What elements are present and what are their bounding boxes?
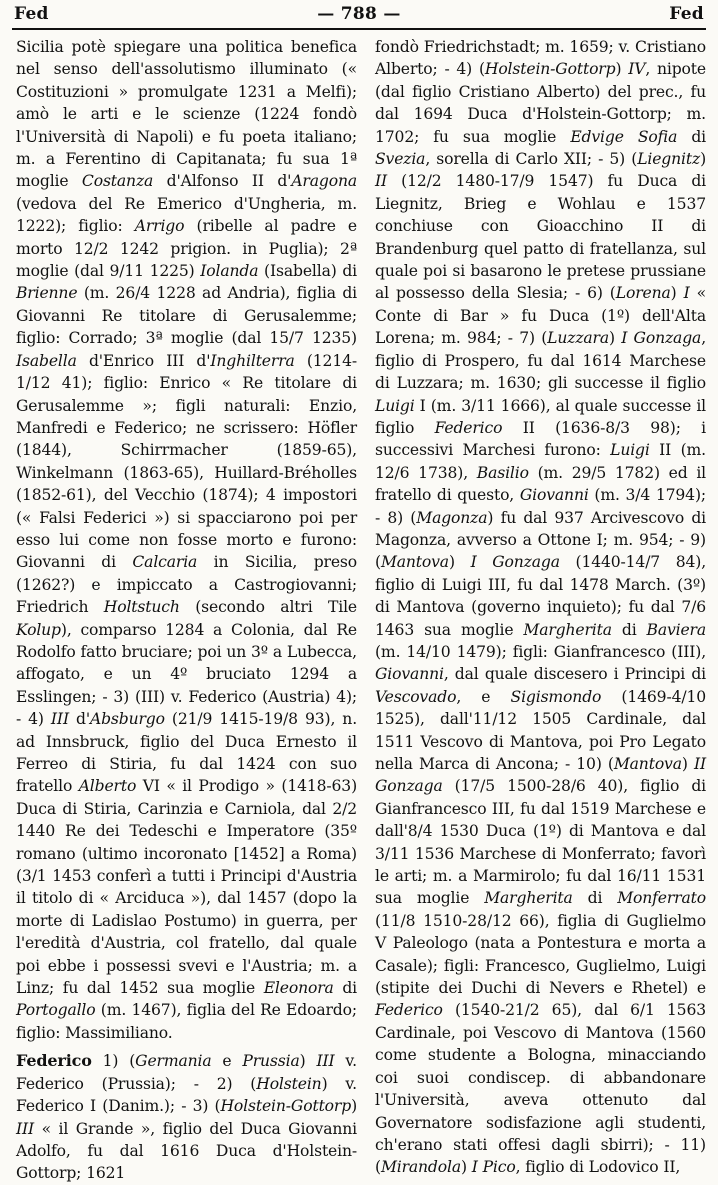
- page-number: — 788 —: [317, 4, 401, 24]
- header-rule: [12, 28, 706, 30]
- right-column: [375, 36, 707, 1177]
- text-columns: [16, 36, 707, 1183]
- right-paragraph: fondò Friedrichstadt; m. 1659; v. Cristiano Alberto; - 4) (Holstein-Gottorp) IV, nipote (dal figlio Cristiano Alberto) del prec., fu dal 1694 Duca d'Holstein-Gottorp; m. 1702; fu sua moglie Edvige Sofia di Svezia, sorella di Carlo XII; - 5) (Liegnitz) II (12/2 1480-17/9 1547) fu Duca di Liegnitz, Brieg e Wohlau e 1537 conchiuse con Gioacchino II di Brandenburg quel patto di fratellanza, sul quale poi si basarono le pretese prussiane al possesso della Slesia; - 6) (Lorena) I « Conte di Bar » fu Duca (1º) dell'Alta Lorena; m. 984; - 7) (Luzzara) I Gonzaga, figlio di Prospero, fu dal 1614 Marchese di Luzzara; m. 1630; gli successe il figlio Luigi I (m. 3/11 1666), al quale successe il figlio Federico II (1636-8/3 98); i successivi Marchesi furono: Luigi II (m. 12/6 1738), Basilio (m. 29/5 1782) ed il fratello di questo, Giovanni (m. 3/4 1794); - 8) (Magonza) fu dal 937 Arcivescovo di Magonza, avverso a Ottone I; m. 954; - 9) (Mantova) I Gonzaga (1440-14/7 84), figlio di Luigi III, fu dal 1478 March. (3º) di Mantova (governo inquieto); fu dal 7/6 1463 sua moglie Margherita di Baviera (m. 14/10 1479); figli: Gianfrancesco (III), Giovanni, dal quale discesero i Principi di Vescovado, e Sigismondo (1469-4/10 1525), dall'11/12 1505 Cardinale, dal 1511 Vescovo di Mantova, poi Pro Legato nella Marca di Ancona; - 10) (Mantova) II Gonzaga (17/5 1500-28/6 40), figlio di Gianfrancesco III, fu dal 1519 Marchese e dall'8/4 1530 Duca (1º) di Mantova e dal 3/11 1536 Marchese di Monferrato; favorì le arti; m. a Marmirolo; fu dal 16/11 1531 sua moglie Margherita di Monferrato (11/8 1510-28/12 66), figlia di Guglielmo V Paleologo (nata a Pontestura e morta a Casale); figli: Francesco, Guglielmo, Luigi (stipite dei Duchi di Nevers e Rhetel) e Federico (1540-21/2 65), dal 6/1 1563 Cardinale, poi Vescovo di Mantova (1560 come studente a Bologna, minacciando coi suoi condiscep. di abbandonare l'Università, aveva ottenuto dal Governatore sodisfazione agli studenti, ch'erano stati offesi dagli sbirri); - 11) (Mirandola) I Pico, figlio di Lodovico II,: [375, 38, 707, 1177]
- left-paragraph-1: Sicilia potè spiegare una politica benefica nel senso dell'assolutismo illuminato (« Costituzioni » promulgate 1231 a Melfi); amò le arti e le scienze (1224 fondò l'Università di Napoli) e fu poeta italiano; m. a Ferentino di Capitanata; fu sua 1ª moglie Costanza d'Alfonso II d'Aragona (vedova del Re Emerico d'Ungheria, m. 1222); figlio: Arrigo (ribelle al padre e morto 12/2 1242 prigion. in Puglia); 2ª moglie (dal 9/11 1225) Iolanda (Isabella) di Brienne (m. 26/4 1228 ad Andria), figlia di Giovanni Re titolare di Gerusalemme; figlio: Corrado; 3ª moglie (dal 15/7 1235) Isabella d'Enrico III d'Inghilterra (1214-1/12 41); figlio: Enrico « Re titolare di Gerusalemme »; figli naturali: Enzio, Manfredi e Federico; ne scrissero: Höfler (1844), Schirrmacher (1859-65), Winkelmann (1863-65), Huillard-Bréholles (1852-61), del Vecchio (1874); 4 impostori (« Falsi Federici ») si spacciarono poi per esso lui come non fosse morto e furono: Giovanni di Calcaria in Sicilia, preso (1262?) e impiccato a Castrogiovanni; Friedrich Holtstuch (secondo altri Tile Kolup), comparso 1284 a Colonia, dal Re Rodolfo fatto bruciare; poi un 3º a Lubecca, affogato, e un 4º bruciato 1294 a Esslingen; - 3) (III) v. Federico (Austria) 4); - 4) III d'Absburgo (21/9 1415-19/8 93), n. ad Innsbruck, figlio del Duca Ernesto il Ferreo di Stiria, fu dal 1424 con suo fratello Alberto VI « il Prodigo » (1418-63) Duca di Stiria, Carinzia e Carniola, dal 2/2 1440 Re dei Tedeschi e Imperatore (35º romano (ultimo incoronato [1452] a Roma) (3/1 1453 conferì a tutti i Principi d'Austria il titolo di « Arciduca »), dal 1457 (dopo la morte di Ladislao Postumo) in guerra, per l'eredità d'Austria, col fratello, dal quale poi ebbe i possessi svevi e l'Austria; m. a Linz; fu dal 1452 sua moglie Eleonora di Portogallo (m. 1467), figlia del Re Edoardo; figlio: Massimiliano.: [16, 38, 357, 1042]
- running-header: [14, 2, 704, 26]
- left-paragraph-2: Federico 1) (Germania e Prussia) III v. Federico (Prussia); - 2) (Holstein) v. Federico I (Danim.); - 3) (Holstein-Gottorp) III « il Grande », figlio del Duca Giovanni Adolfo, fu dal 1616 Duca d'Holstein-Gottorp; 1621: [16, 1051, 357, 1183]
- header-right-word: Fed: [669, 4, 704, 24]
- entry-title-federico: Federico: [16, 1051, 92, 1071]
- header-left-word: Fed: [14, 4, 49, 24]
- left-column: [16, 36, 357, 1183]
